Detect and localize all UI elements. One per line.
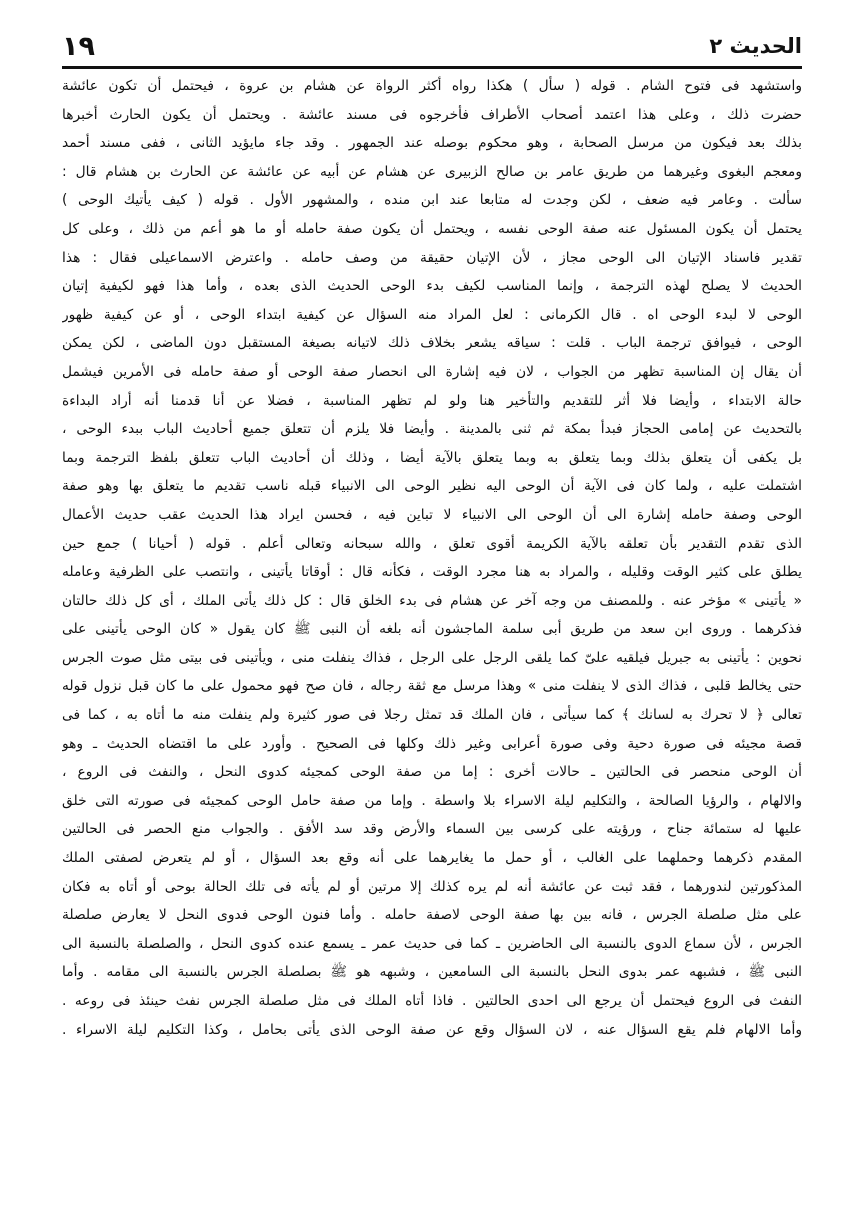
- text-line: بذلك بعد فيكون من مرسل الصحابة ، وهو محكوم بوصله عند الجمهور . وقد جاء مايؤيد الثانى ، ففى مسند أحمد: [62, 135, 802, 152]
- text-line: تعالى ﴿ لا تحرك به لسانك ﴾ كما سيأتى ، فان الملك قد تمثل رجلا فى صور كثيرة ولم ينفلت منه ما أتاه به ، كما فى: [62, 707, 802, 724]
- text-line: الجرس ، لأن سماع الدوى بالنسبة الى الحاضرين ـ كما فى حديث عمر ـ يسمع عنده كدوى النحل ، والصلصلة بالنسبة الى: [62, 935, 802, 952]
- text-line: حتى يخالط قلبى ، فذاك الذى لا ينفلت منى » وهذا مرسل مع ثقة رجاله ، فان صح فهو محمول على ما كان قبل نزول قوله: [62, 678, 802, 695]
- text-line: « يأتينى » مؤخر عنه . وللمصنف من وجه آخر عن هشام فى بدء الخلق قال : كل ذلك يأتى الملك ، أى كل ذلك حالتان: [62, 592, 802, 609]
- chapter-title: الحديث ٢: [709, 34, 802, 58]
- text-line: قصة مجيئه فى صورة دحية وفى صورة أعرابى وغير ذلك وكلها فى الصحيح . وأورد على ما اقتضاه الحديث ـ وهو: [62, 735, 802, 752]
- text-line: فذكرهما . وروى ابن سعد من طريق أبى سلمة الماجشون أنه بلغه أن النبى ﷺ كان يقول « كان الوحى يأتينى على: [62, 621, 802, 638]
- text-line: النبى ﷺ ، فشبهه عمر بدوى النحل بالنسبة الى السامعين ، وشبهه هو ﷺ بصلصلة الجرس بالنسبة الى مقامه . وأما: [62, 964, 802, 981]
- page-header: [62, 30, 802, 62]
- text-line: والالهام ، والرؤيا الصالحة ، والتكليم ليلة الاسراء بلا واسطة . وإما من صفة حامل الوحى كمجيئه فى صورته التى خلق: [62, 792, 802, 809]
- text-line: أن الوحى منحصر فى الحالتين ـ حالات أخرى : إما من صفة الوحى كمجيئه كدوى النحل ، والنفث فى الروع ،: [62, 764, 802, 781]
- text-line: الوحى ، فيوافق ترجمة الباب . قلت : سياقه يشعر بخلاف ذلك لاتيانه بصيغة المستقبل دون الماضى ، لكن يمكن: [62, 335, 802, 352]
- text-line: تقدير فاسناد الإتيان الى الوحى مجاز ، لأن الإتيان حقيقة من وصف حامله . واعترض الاسماعيلى فقال : هذا: [62, 249, 802, 266]
- text-line: النفث فى الروع فيحتمل أن يرجع الى احدى الحالتين . فاذا أتاه الملك فى مثل صلصلة الجرس نفث حينئذ فى روعه .: [62, 993, 802, 1009]
- text-line: ومعجم البغوى وغيرهما من طريق عامر بن صالح الزبيرى عن هشام عن أبيه عن عائشة عن الحارث بن هشام قال :: [62, 163, 802, 180]
- text-line: سألت . وعامر فيه ضعف ، لكن وجدت له متابعا عند ابن منده ، والمشهور الأول . قوله ( كيف يأتيك الوحى ): [62, 192, 802, 209]
- text-line: حالة الابتداء ، وأيضا فلا أثر للتقديم والتأخير هنا ولو لم تظهر المناسبة ، فضلا عن أنا قدمنا أنه أراد البداءة: [62, 392, 802, 409]
- text-line: واستشهد فى فتوح الشام . قوله ( سأل ) هكذا رواه أكثر الرواة عن هشام بن عروة ، فيحتمل أن تكون عائشة: [62, 78, 802, 94]
- text-line: اشتملت عليه ، ولما كان فى الآية أن الوحى اليه نظير الوحى الى الانبياء قبله ناسب تقديم ما يتعلق بها وهو صفة: [62, 478, 802, 495]
- text-line: أن يقال إن المناسبة تظهر من الجواب ، لان فيه إشارة الى انحصار صفة الوحى أو صفة حامله فى الأمرين فيشمل: [62, 363, 802, 380]
- text-line: بالتحديث عن إمامى الحجاز فبدأ بمكة ثم ثنى بالمدينة . وأيضا فلا يلزم أن تتعلق جميع أحاديث الباب ببدء الوحى ،: [62, 421, 802, 438]
- text-line: يطلق على كثير الوقت وقليله ، والمراد به هنا مجرد الوقت ، فكأنه قال : أوقاتا يأتينى ، وانتصب على الظرفية وعامله: [62, 564, 802, 581]
- text-line: نحوين : يأتينى به جبريل فيلقيه علىّ كما يلقى الرجل على الرجل ، فذاك ينفلت منى ، ويأتينى فى بيتى مثل صوت الجرس: [62, 649, 802, 666]
- page-number: ١٩: [62, 30, 95, 62]
- text-line: عليها له ستمائة جناح ، ورؤيته على كرسى بين السماء والأرض وقد سد الأفق . والجواب منع الحصر فى الحالتين: [62, 821, 802, 838]
- text-line: على مثل صلصلة الجرس ، فانه بين بها صفة الوحى لاصفة حامله . وأما فنون الوحى فدوى النحل لا يعارض صلصلة: [62, 907, 802, 924]
- text-line: حضرت ذلك ، وعلى هذا اعتمد أصحاب الأطراف فأخرجوه فى مسند عائشة . ويحتمل أن يكون الحارث أخبرها: [62, 106, 802, 123]
- text-line: الوحى لا لبدء الوحى اه . قال الكرمانى : لعل المراد منه السؤال عن كيفية ابتداء الوحى ، أو عن كيفية ظهور: [62, 306, 802, 323]
- text-line: المقدم ذكرهما وحملهما على الغالب ، أو حمل ما يغايرهما على أنه وقع بعد السؤال ، أو لم يتعرض لصفتى الملك: [62, 850, 802, 867]
- header-rule: [62, 66, 802, 69]
- text-line: الوحى وصفة حامله إشارة الى أن الوحى الى الانبياء لا تباين فيه ، فحسن ايراد هذا الحديث عقب حديث الأعمال: [62, 506, 802, 523]
- commentary-text: [62, 72, 802, 1073]
- text-line: وأما الالهام فلم يقع السؤال عنه ، لان السؤال وقع عن صفة الوحى الذى يأتى بحامل ، وكذا التكليم ليلة الاسراء .: [62, 1021, 802, 1038]
- text-line: الحديث لا يصلح لهذه الترجمة ، وإنما المناسب لكيف بدء الوحى الحديث الذى بعده ، وأما هذا فهو لكيفية إتيان: [62, 278, 802, 295]
- text-line: يحتمل أن يكون المسئول عنه صفة الوحى نفسه ، ويحتمل أن يكون صفة حامله أو ما هو أعم من ذلك ، وعلى كل: [62, 220, 802, 237]
- text-line: بل يكفى أن يتعلق بذلك وبما يتعلق به وبما يتعلق بالآية أيضا ، وذلك أن أحاديث الباب تتعلق بلفظ الترجمة وبما: [62, 449, 802, 466]
- text-line: [62, 1044, 802, 1073]
- text-line: المذكورتين لندورهما ، فقد ثبت عن عائشة أنه لم يره كذلك إلا مرتين أو لم يأته فى تلك الحالة بوحى أو أتاه به فكان: [62, 878, 802, 895]
- text-line: الذى تقدم التقدير بأن تعلقه بالآية الكريمة أقوى تعلق ، والله سبحانه وتعالى أعلم . قوله ( أحيانا ) جمع حين: [62, 535, 802, 552]
